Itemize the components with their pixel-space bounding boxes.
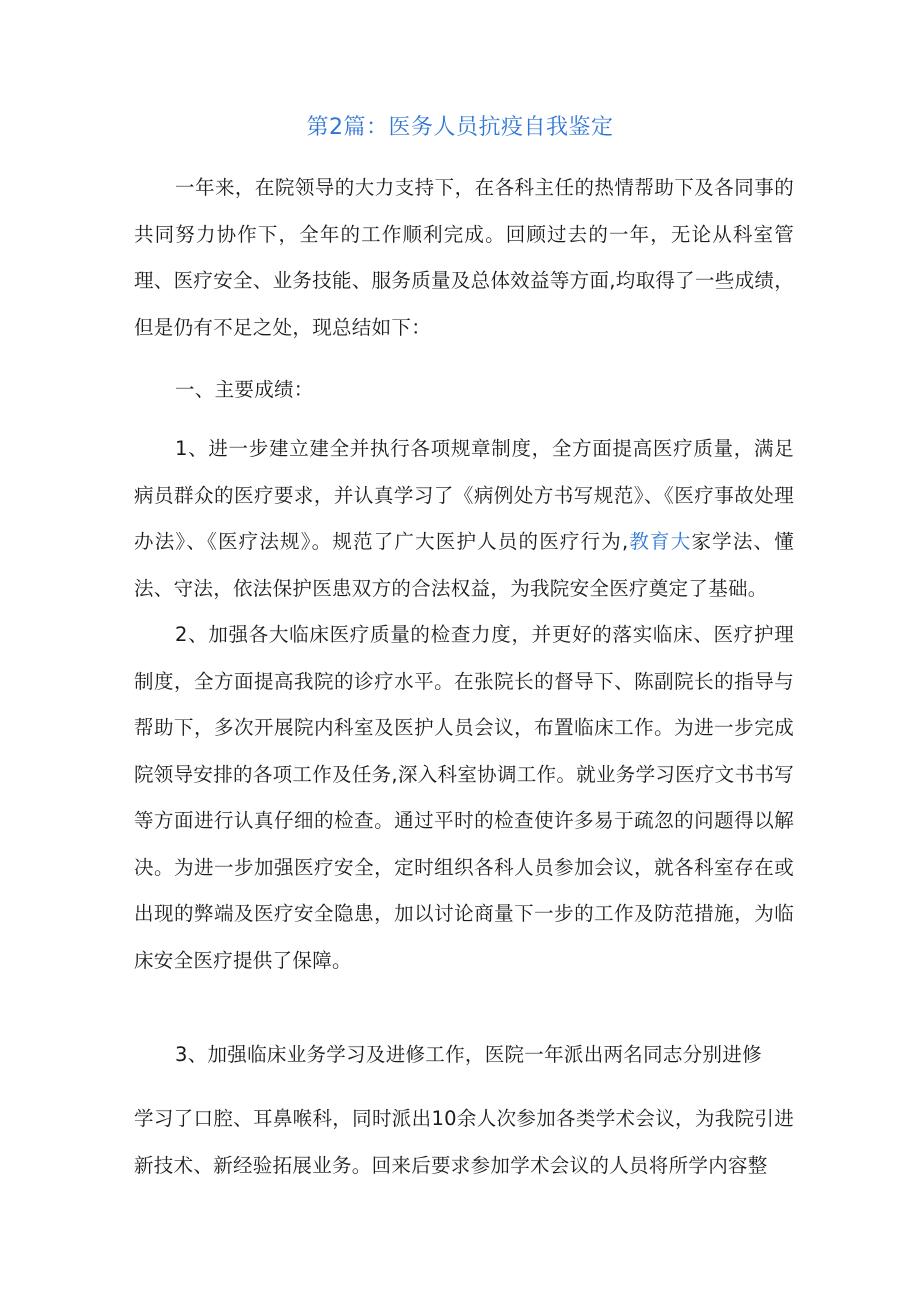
education-link[interactable]: 教育大 [628, 530, 692, 553]
intro-paragraph: 一年来，在院领导的大力支持下，在各科主任的热情帮助下及各同事的共同努力协作下，全年的工作顺利完成。回顾过去的一年，无论从科室管理、医疗安全、业务技能、服务质量及总体效益等方面,均取得了一些成绩，但是仍有不足之处，现总结如下： [134, 176, 794, 339]
document-title: 第2篇：医务人员抗疫自我鉴定 [306, 115, 614, 140]
achievement-item-3-body: 学习了口腔、耳鼻喉科，同时派出10余人次参加各类学术会议，为我院引进新技术、新经验拓展业务。回来后要求参加学术会议的人员将所学内容整 [134, 1107, 794, 1177]
item1-text-before-link: 1、进一步建立建全并执行各项规章制度，全方面提高医疗质量，满足病员群众的医疗要求，并认真学习了《病例处方书写规范》、《医疗事故处理办法》、《医疗法规》。规范了广大医护人员的医疗行为, [134, 437, 794, 553]
achievement-item-3-lead: 3、加强临床业务学习及进修工作，医院一年派出两名同志分别进修 [175, 1043, 762, 1066]
achievement-item-2: 2、加强各大临床医疗质量的检查力度，并更好的落实临床、医疗护理制度，全方面提高我院的诊疗水平。在张院长的督导下、陈副院长的指导与帮助下，多次开展院内科室及医护人员会议，布置临床工作。为进一步完成院领导安排的各项工作及任务,深入科室协调工作。就业务学习医疗文书书写等方面进行认真仔细的检查。通过平时的检查使许多易于疏忽的问题得以解决。为进一步加强医疗安全，定时组织各科人员参加会议，就各科室存在或出现的弊端及医疗安全隐患，加以讨论商量下一步的工作及防范措施，为临床安全医疗提供了保障。 [134, 623, 794, 972]
section-heading: 一、主要成绩： [175, 378, 314, 401]
achievement-item-1 [134, 426, 794, 612]
item1-text-after-link: 家学法、懂法、守法，依法保护医患双方的合法权益，为我院安全医疗奠定了基础。 [134, 530, 794, 600]
